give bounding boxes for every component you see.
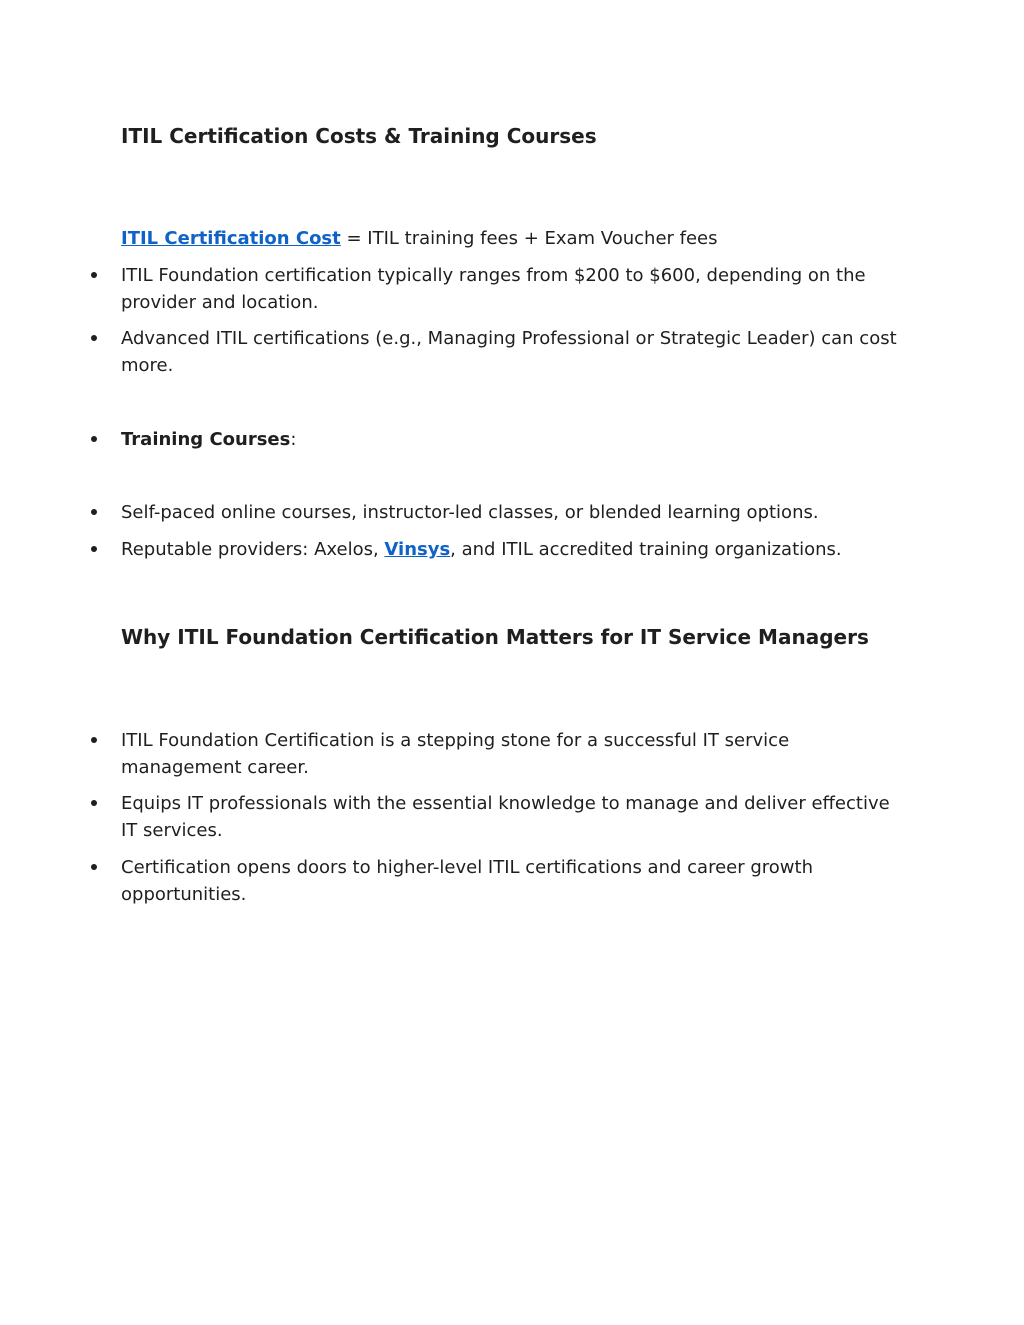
list-item: [121, 262, 911, 316]
cost-formula-text: = ITIL training fees + Exam Voucher fees: [340, 228, 718, 249]
section-title-why-itil: Why ITIL Foundation Certification Matters for IT Service Managers: [121, 625, 869, 649]
training-courses-colon: :: [290, 429, 297, 450]
bullet-icon: [91, 335, 97, 341]
bullet-icon: [91, 272, 97, 278]
list-item-text: Self-paced online courses, instructor-led classes, or blended learning options.: [121, 502, 819, 523]
bullet-icon: [91, 737, 97, 743]
bullet-icon: [91, 509, 97, 515]
bullet-icon: [91, 436, 97, 442]
providers-text-before: Reputable providers: Axelos,: [121, 539, 385, 560]
cost-formula-line: [121, 225, 718, 252]
list-item-training-courses: [121, 426, 911, 453]
list-item-text: ITIL Foundation certification typically ranges from $200 to $600, depending on the provider and location.: [121, 265, 866, 313]
providers-text-after: , and ITIL accredited training organizations.: [450, 539, 842, 560]
itil-certification-cost-link[interactable]: ITIL Certification Cost: [121, 228, 341, 249]
list-item-providers: [121, 536, 911, 563]
list-item-text: ITIL Foundation Certification is a stepping stone for a successful IT service management career.: [121, 730, 790, 778]
list-item: [121, 727, 911, 781]
list-item-text: Equips IT professionals with the essential knowledge to manage and deliver effective IT services.: [121, 793, 890, 841]
list-item: [121, 325, 911, 379]
list-item-text: Advanced ITIL certifications (e.g., Managing Professional or Strategic Leader) can cost more.: [121, 328, 897, 376]
list-item: [121, 854, 911, 908]
list-item-text: Certification opens doors to higher-level ITIL certifications and career growth opportunities.: [121, 857, 813, 905]
vinsys-link[interactable]: Vinsys: [384, 539, 451, 560]
bullet-icon: [91, 864, 97, 870]
list-item: [121, 790, 911, 844]
list-item: [121, 499, 911, 526]
bullet-icon: [91, 800, 97, 806]
section-title-costs: ITIL Certification Costs & Training Courses: [121, 124, 597, 148]
bullet-icon: [91, 546, 97, 552]
training-courses-label: Training Courses: [121, 429, 291, 450]
